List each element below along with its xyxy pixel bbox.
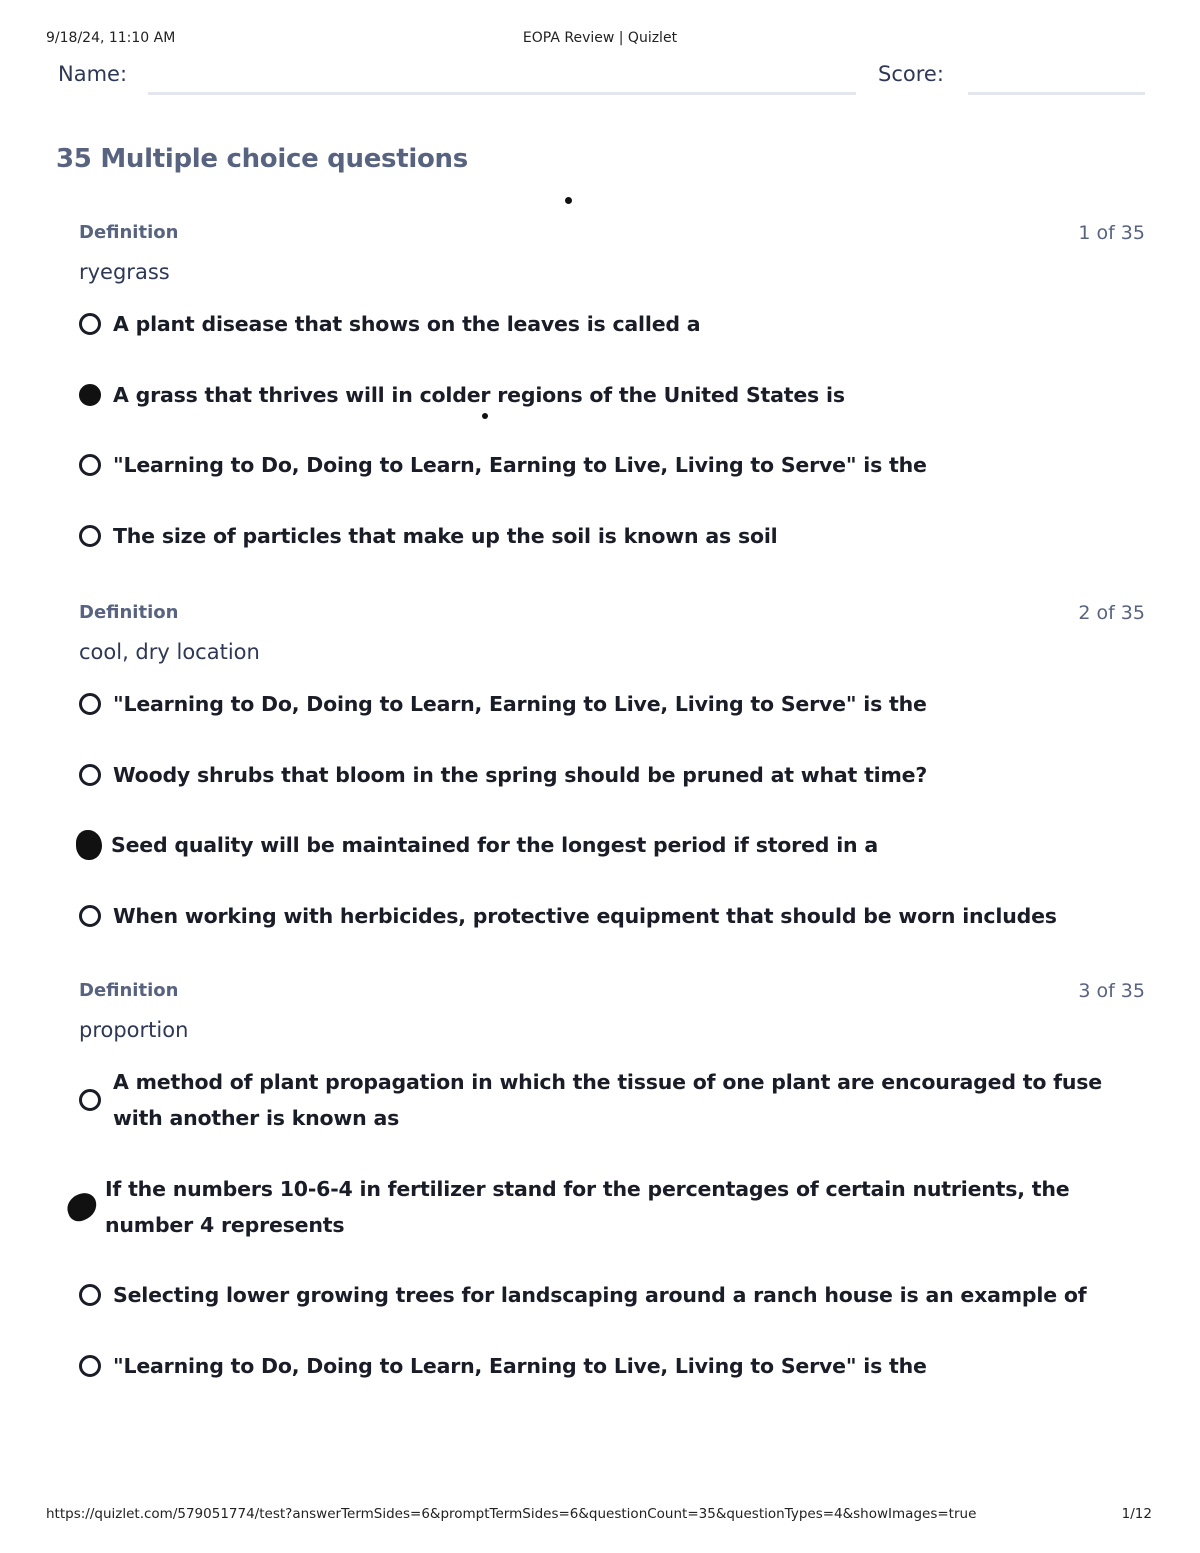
radio-button[interactable] [79,525,101,547]
answer-option[interactable] [79,686,1145,722]
score-field[interactable] [968,92,1145,95]
radio-button[interactable] [79,764,101,786]
answer-option-text: Woody shrubs that bloom in the spring should be pruned at what time? [113,762,928,787]
question-counter: 2 of 35 [1078,602,1145,624]
question-term: ryegrass [79,260,170,284]
name-score-row [58,60,1145,100]
radio-button-selected[interactable] [79,384,101,406]
print-url: https://quizlet.com/579051774/test?answerTermSides=6&promptTermSides=6&questionCount=35&questionTypes=4&showImages=true [46,1506,977,1522]
question-counter: 3 of 35 [1078,980,1145,1002]
section-title: 35 Multiple choice questions [56,144,468,174]
answer-option-text: Selecting lower growing trees for landscaping around a ranch house is an example of [113,1283,1087,1307]
print-date: 9/18/24, 11:10 AM [46,30,176,46]
print-page-title: EOPA Review | Quizlet [522,30,678,46]
radio-button[interactable] [79,454,101,476]
question-term: cool, dry location [79,640,260,664]
radio-button[interactable] [79,1355,101,1377]
answer-option-text: A method of plant propagation in which the tissue of one plant are encouraged to fuse with another is known as [113,1070,1102,1130]
radio-button[interactable] [79,1089,101,1111]
question-card [79,602,1145,968]
answer-option[interactable] [79,827,1145,863]
radio-button[interactable] [79,905,101,927]
answer-option-text: A plant disease that shows on the leaves is called a [113,312,701,336]
radio-button[interactable] [79,1284,101,1306]
pen-mark [565,197,572,204]
answer-option[interactable] [79,1064,1145,1136]
answer-option-text: "Learning to Do, Doing to Learn, Earning to Live, Living to Serve" is the [113,453,927,477]
question-prompt-label: Definition [79,980,179,1001]
answer-option[interactable] [79,757,1145,793]
question-card [79,980,1145,1418]
question-prompt-label: Definition [79,222,179,243]
answer-option[interactable] [79,518,1145,554]
answer-option[interactable] [79,898,1145,934]
answer-option-text: Seed quality will be maintained for the longest period if stored in a [111,833,878,857]
print-footer [46,1506,1152,1524]
answer-options [79,686,1145,934]
answer-option-text: If the numbers 10-6-4 in fertilizer stand for the percentages of certain nutrients, the number 4 represents [105,1176,1070,1237]
answer-options [79,306,1145,554]
answer-option[interactable] [79,306,1145,342]
answer-option-text: A grass that thrives will in colder regions of the United States is [113,382,845,407]
answer-option[interactable] [79,447,1145,483]
answer-option-text: The size of particles that make up the soil is known as soil [113,523,778,548]
answer-option-text: "Learning to Do, Doing to Learn, Earning to Live, Living to Serve" is the [113,692,927,716]
question-prompt-label: Definition [79,602,179,623]
answer-option[interactable] [79,377,1145,413]
score-label: Score: [878,62,944,86]
name-field[interactable] [148,92,856,95]
name-label: Name: [58,62,128,86]
answer-option-text: When working with herbicides, protective equipment that should be worn includes [113,903,1057,928]
answer-option[interactable] [79,1348,1145,1384]
radio-button[interactable] [79,693,101,715]
radio-button[interactable] [79,313,101,335]
question-counter: 1 of 35 [1078,222,1145,244]
answer-option-text: "Learning to Do, Doing to Learn, Earning to Live, Living to Serve" is the [113,1353,927,1378]
radio-button-selected[interactable] [63,1189,100,1224]
radio-button-selected[interactable] [76,830,102,860]
answer-option[interactable] [79,1277,1145,1313]
page-number: 1/12 [1121,1506,1152,1522]
question-card [79,222,1145,588]
question-term: proportion [79,1018,189,1042]
answer-options [79,1064,1145,1384]
answer-option[interactable] [79,1171,1145,1243]
print-header [46,30,1154,48]
